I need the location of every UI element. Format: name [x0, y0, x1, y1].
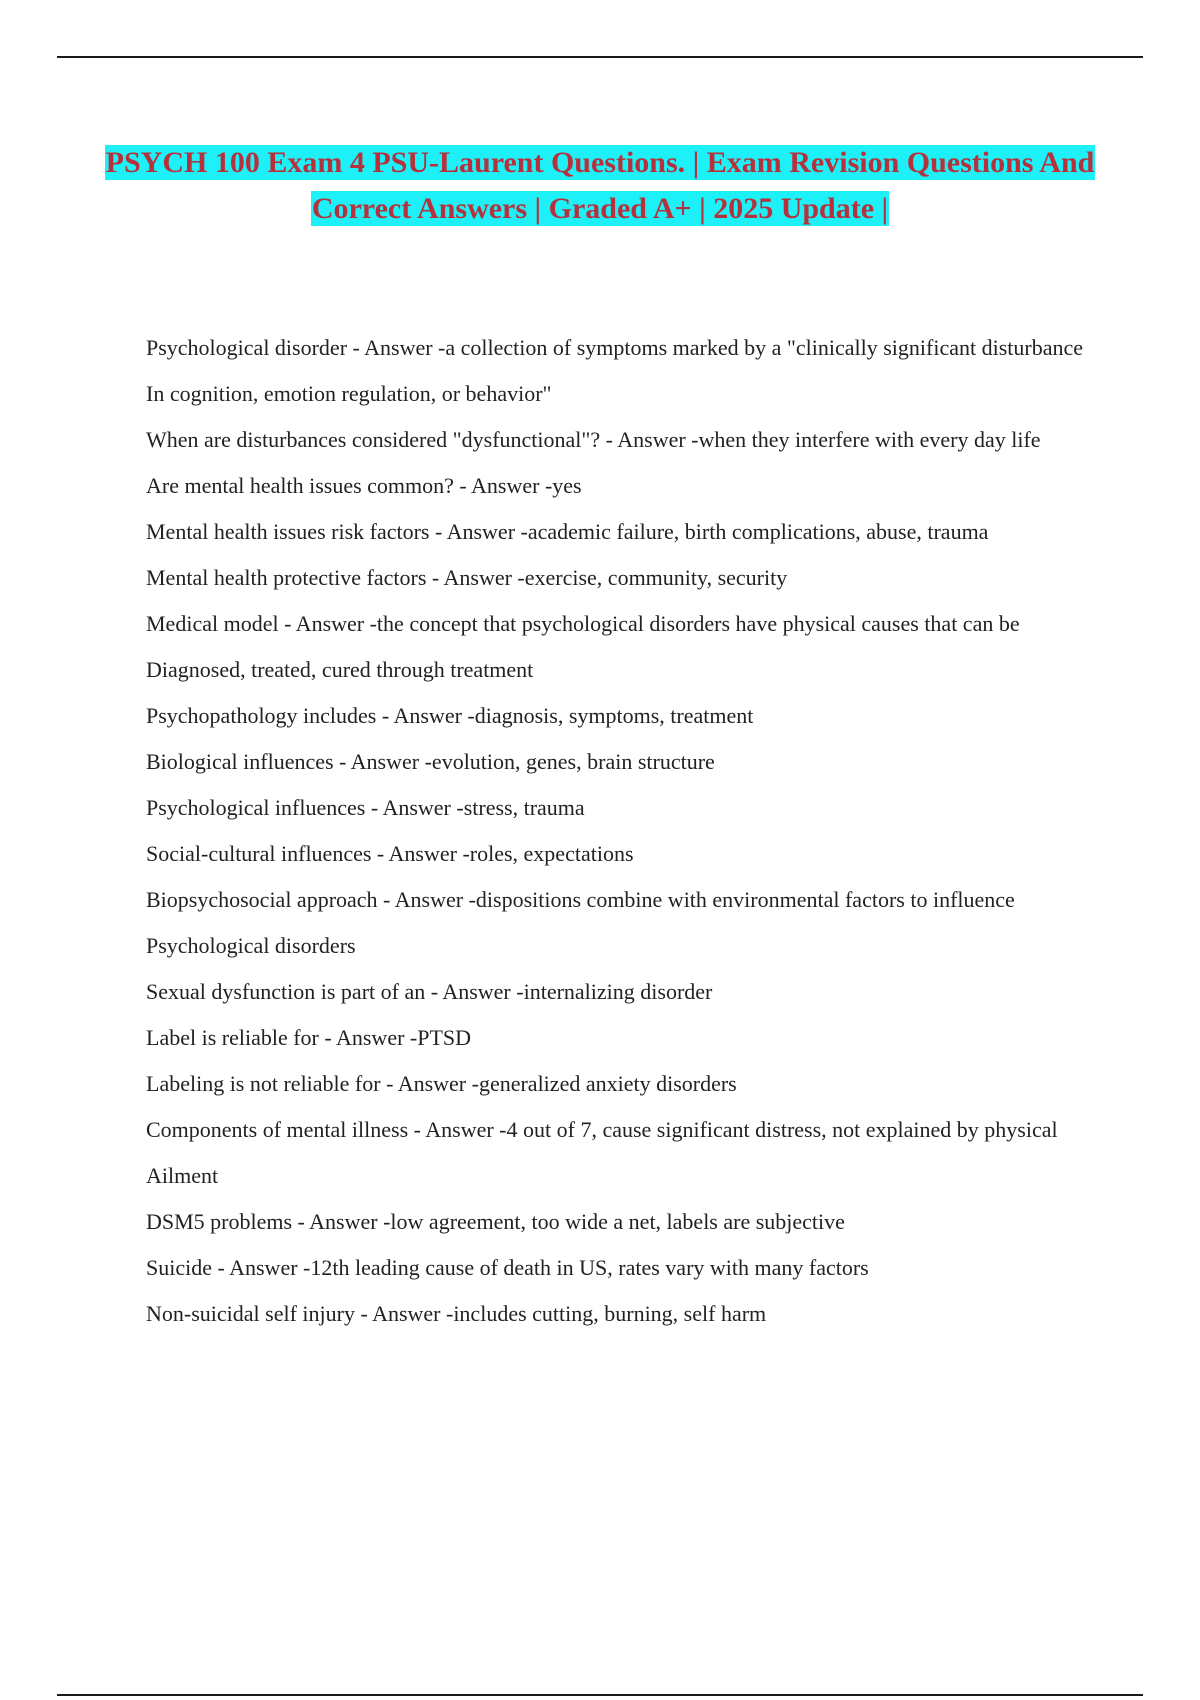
qa-line: Diagnosed, treated, cured through treatment — [146, 657, 534, 682]
qa-line: Non-suicidal self injury - Answer -includes cutting, burning, self harm — [146, 1301, 767, 1326]
qa-line: Biopsychosocial approach - Answer -dispositions combine with environmental factors to influence — [146, 887, 1015, 912]
bottom-rule — [57, 1694, 1143, 1696]
qa-line: When are disturbances considered "dysfunctional"? - Answer -when they interfere with every day life — [146, 427, 1041, 452]
qa-line: Biological influences - Answer -evolution, genes, brain structure — [146, 749, 715, 774]
qa-line: Mental health protective factors - Answer -exercise, community, security — [146, 565, 788, 590]
qa-line: Components of mental illness - Answer -4 out of 7, cause significant distress, not explained by physical — [146, 1117, 1058, 1142]
qa-line: Sexual dysfunction is part of an - Answer -internalizing disorder — [146, 979, 713, 1004]
qa-line: Social-cultural influences - Answer -roles, expectations — [146, 841, 634, 866]
document-title-block — [100, 142, 1100, 234]
qa-line: Ailment — [146, 1163, 219, 1188]
qa-line: Medical model - Answer -the concept that psychological disorders have physical causes that can be — [146, 611, 1020, 636]
qa-line: Labeling is not reliable for - Answer -generalized anxiety disorders — [146, 1071, 737, 1096]
qa-line: Are mental health issues common? - Answer -yes — [146, 473, 582, 498]
qa-line: Mental health issues risk factors - Answer -academic failure, birth complications, abuse, trauma — [146, 519, 989, 544]
qa-line: In cognition, emotion regulation, or behavior" — [146, 381, 552, 406]
qa-line: Psychological disorders — [146, 933, 356, 958]
qa-line: DSM5 problems - Answer -low agreement, too wide a net, labels are subjective — [146, 1209, 845, 1234]
qa-line: Label is reliable for - Answer -PTSD — [146, 1025, 472, 1050]
qa-line: Psychological influences - Answer -stress, trauma — [146, 795, 585, 820]
top-rule — [57, 56, 1143, 58]
qa-line: Psychopathology includes - Answer -diagnosis, symptoms, treatment — [146, 703, 754, 728]
qa-list — [146, 333, 1088, 1345]
document-title: PSYCH 100 Exam 4 PSU-Laurent Questions. | Exam Revision Questions And Correct Answers | Graded A+ | 2025 Update | — [105, 146, 1095, 225]
qa-line: Psychological disorder - Answer -a collection of symptoms marked by a "clinically significant disturbance — [146, 335, 1084, 360]
qa-line: Suicide - Answer -12th leading cause of death in US, rates vary with many factors — [146, 1255, 869, 1280]
